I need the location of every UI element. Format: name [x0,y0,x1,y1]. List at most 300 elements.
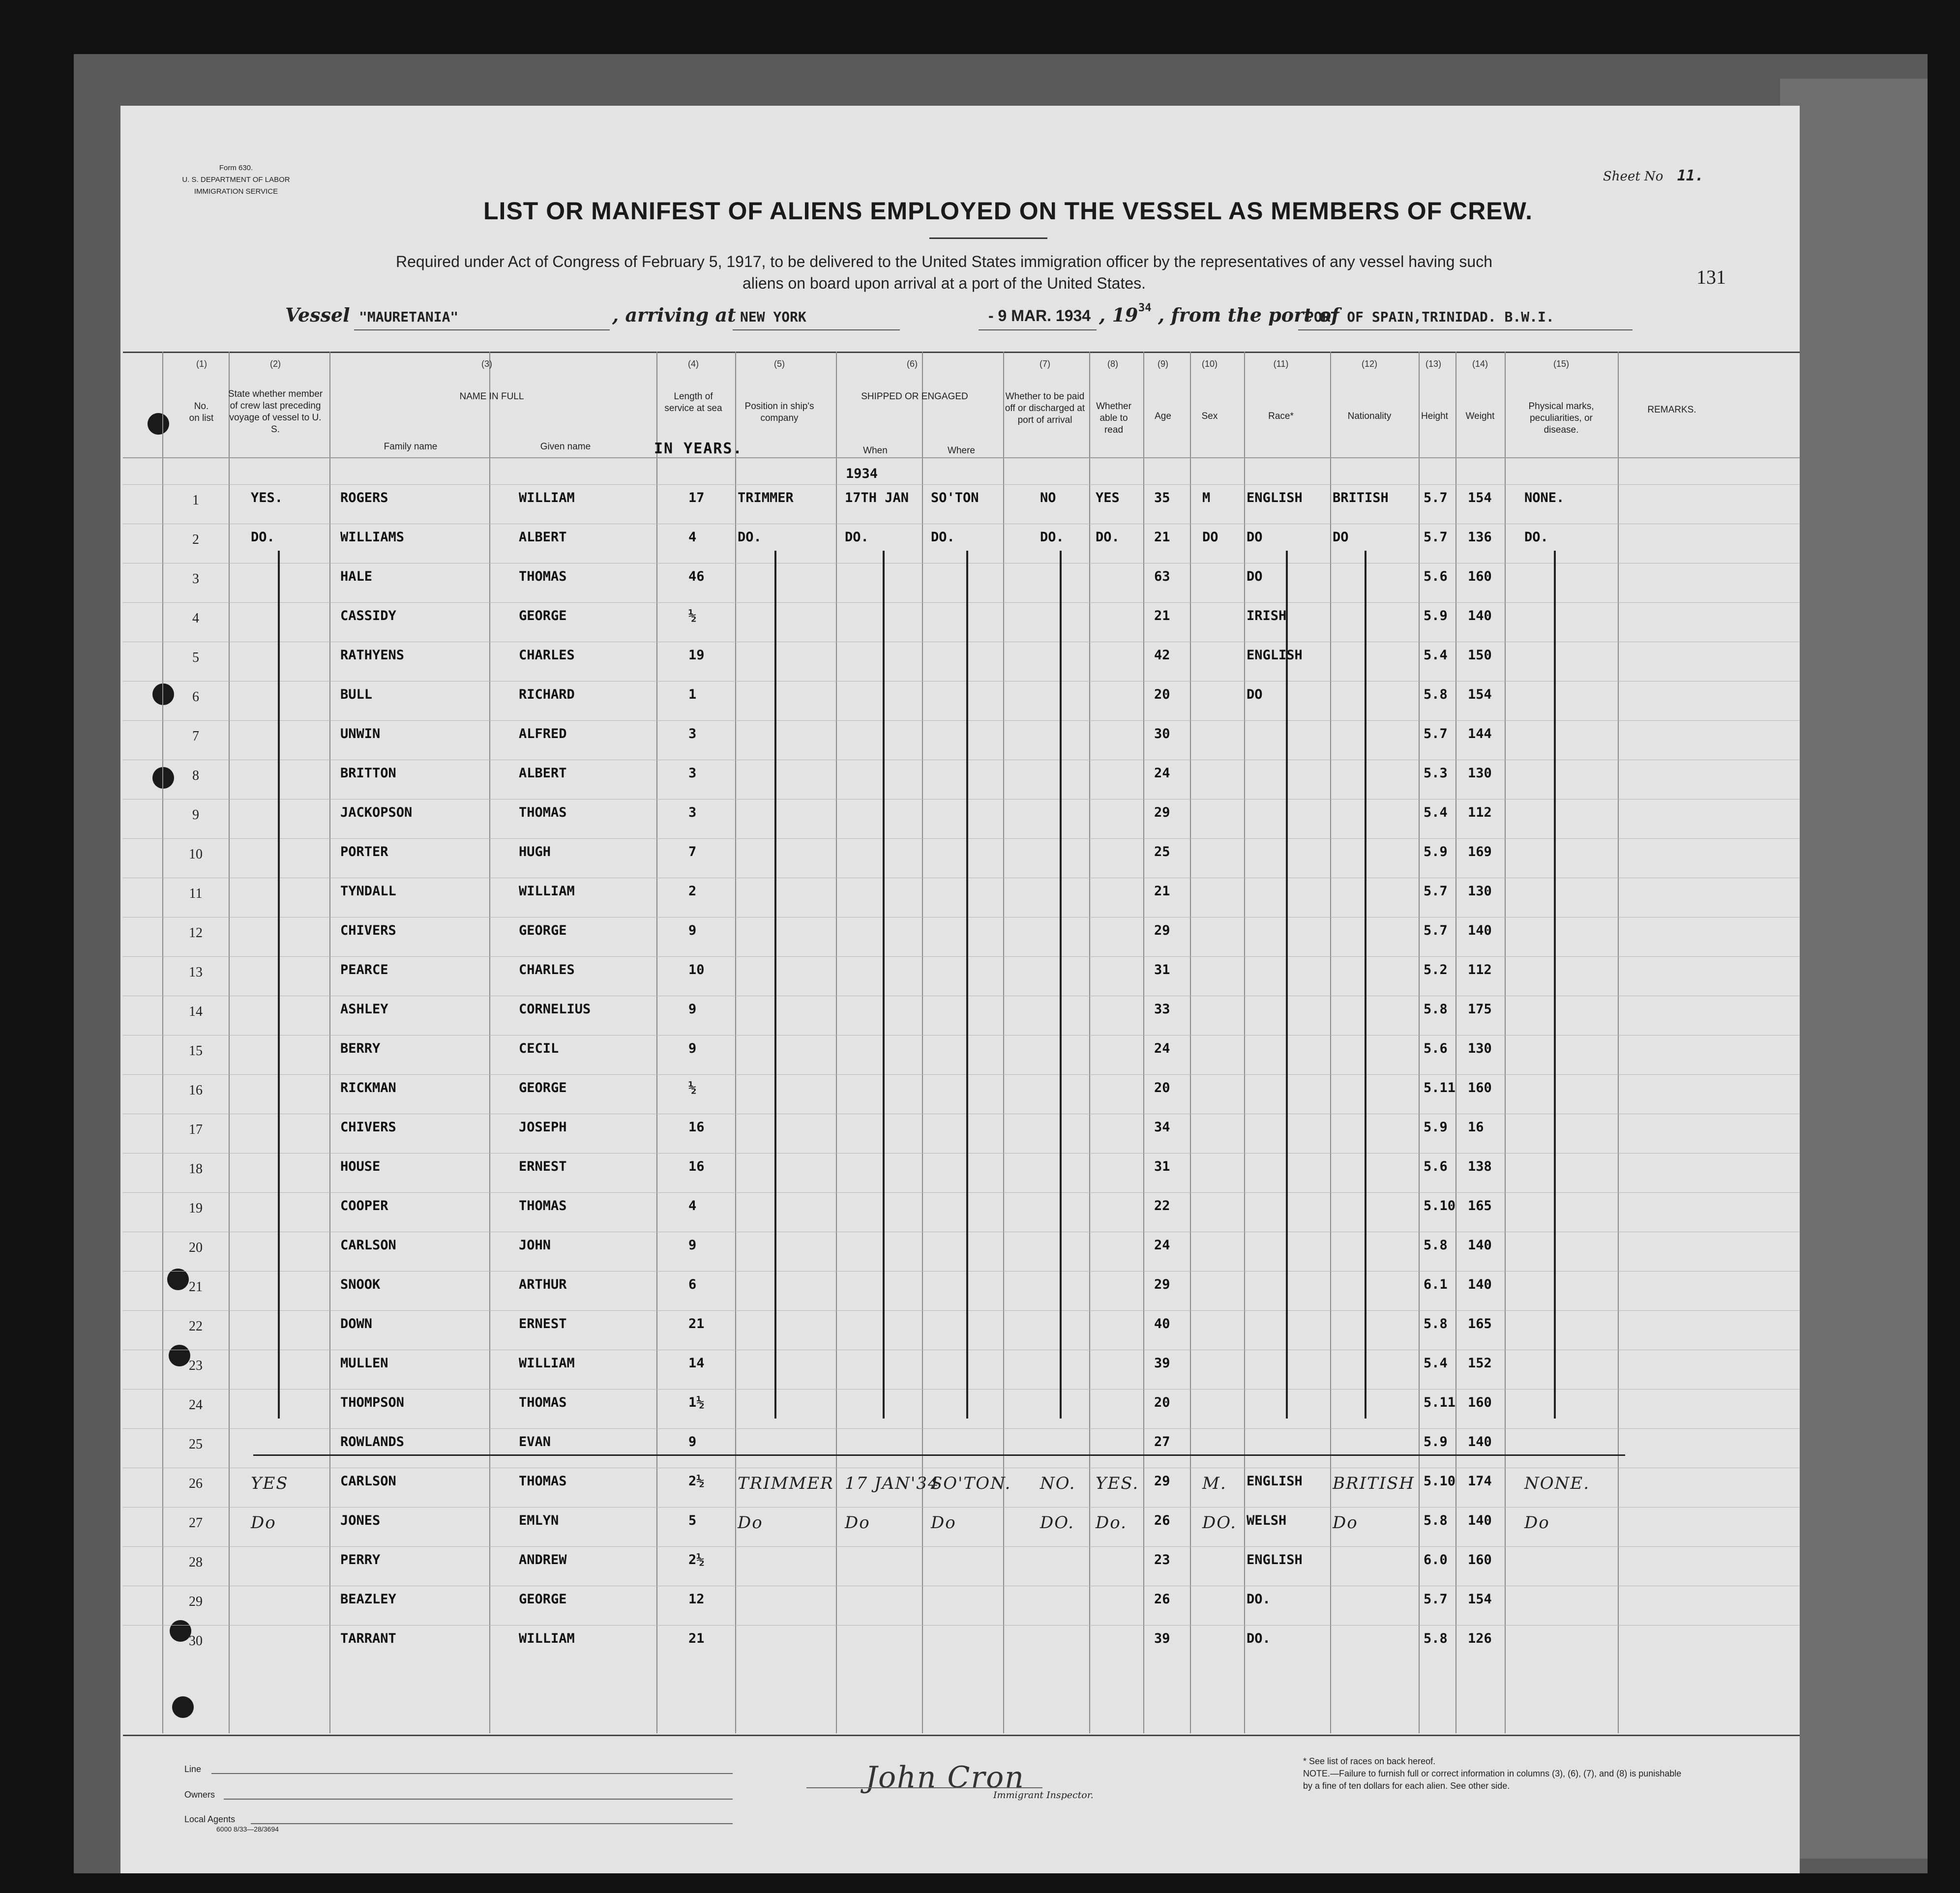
row-15-given: CECIL [519,1041,559,1056]
row-11-given: WILLIAM [519,884,575,899]
ditto-mark-line [966,551,968,1419]
row-4-no: 4 [192,611,199,626]
row-17-given: JOSEPH [519,1120,567,1135]
line-rule [211,1773,733,1774]
row-23-service: 14 [688,1356,705,1371]
row1-year: 1934 [846,466,878,481]
row-5-family: RATHYENS [340,648,405,663]
row-28-weight: 160 [1468,1552,1492,1568]
row-28-no: 28 [189,1555,203,1570]
row-30-service: 21 [688,1631,705,1646]
row-12-no: 12 [189,925,203,941]
row-9-weight: 112 [1468,805,1492,820]
row-25-family: ROWLANDS [340,1434,405,1449]
grid-row-line [123,1192,1800,1193]
row-6-service: 1 [688,687,697,702]
row-9-height: 5.4 [1424,805,1448,820]
row-14-given: CORNELIUS [519,1002,591,1017]
row-23-given: WILLIAM [519,1356,575,1371]
row-17-no: 17 [189,1122,203,1137]
row-27-position: Do [738,1513,763,1533]
row-7-given: ALFRED [519,726,567,741]
row-3-no: 3 [192,571,199,587]
row-12-service: 9 [688,923,697,938]
grid-row-line [123,720,1800,721]
owners-label: Owners [184,1790,215,1800]
row-6-weight: 154 [1468,687,1492,702]
col-num-3: (3) [481,359,492,369]
row-23-family: MULLEN [340,1356,388,1371]
grid-column-line [922,352,923,1733]
row-9-service: 3 [688,805,697,820]
row-26-paid: NO. [1040,1474,1076,1493]
row-3-age: 63 [1154,569,1170,584]
col-header-shipped: SHIPPED OR ENGAGED [861,391,968,402]
row-2-prev: DO. [251,530,275,545]
row-17-height: 5.9 [1424,1120,1448,1135]
row-5-service: 19 [688,648,705,663]
row-6-height: 5.8 [1424,687,1448,702]
row-2-given: ALBERT [519,530,567,545]
row-10-service: 7 [688,844,697,859]
row-9-family: JACKOPSON [340,805,413,820]
row-1-paid: NO [1040,490,1056,505]
ditto-mark-line [1554,551,1556,1419]
row-11-service: 2 [688,884,697,899]
row-10-height: 5.9 [1424,844,1448,859]
row-13-height: 5.2 [1424,962,1448,977]
row-28-family: PERRY [340,1552,381,1568]
row-8-given: ALBERT [519,766,567,781]
row-24-weight: 160 [1468,1395,1492,1410]
row-12-family: CHIVERS [340,923,396,938]
row-13-no: 13 [189,965,203,980]
col-header-where: Where [948,445,975,456]
grid-column-line [1143,352,1144,1733]
row-26-nat: BRITISH [1333,1474,1415,1493]
row-29-weight: 154 [1468,1592,1492,1607]
page-title: LIST OR MANIFEST OF ALIENS EMPLOYED ON THE VESSEL AS MEMBERS OF CREW. [483,197,1533,225]
row-27-age: 26 [1154,1513,1170,1528]
print-code: 6000 8/33—28/3694 [216,1825,279,1833]
department: U. S. DEPARTMENT OF LABOR [182,176,290,184]
row-29-height: 5.7 [1424,1592,1448,1607]
grid-row-line [123,484,1800,485]
grid-column-line [329,352,330,1733]
ditto-mark-line [883,551,885,1419]
row-28-height: 6.0 [1424,1552,1448,1568]
row-3-weight: 160 [1468,569,1492,584]
row-22-age: 40 [1154,1316,1170,1331]
form-number: Form 630. [219,164,253,172]
row-12-given: GEORGE [519,923,567,938]
row-3-height: 5.6 [1424,569,1448,584]
row-18-given: ERNEST [519,1159,567,1174]
row-26-when: 17 JAN'34 [845,1474,940,1493]
row-9-age: 29 [1154,805,1170,820]
sheet-value: 11. [1677,167,1704,184]
background-sheet-edge [1780,79,1928,1859]
row-7-height: 5.7 [1424,726,1448,741]
row-24-no: 24 [189,1397,203,1413]
row-16-no: 16 [189,1083,203,1098]
row-21-height: 6.1 [1424,1277,1448,1292]
row-8-weight: 130 [1468,766,1492,781]
row-27-where: Do [931,1513,956,1533]
row-29-service: 12 [688,1592,705,1607]
row-26-marks: NONE. [1524,1474,1590,1493]
row-25-age: 27 [1154,1434,1170,1449]
grid-column-line [489,352,490,1733]
row-29-given: GEORGE [519,1592,567,1607]
row-20-weight: 140 [1468,1238,1492,1253]
grid-row-line [123,1153,1800,1154]
row-17-weight: 16 [1468,1120,1484,1135]
row-11-no: 11 [189,886,203,901]
row-16-service: ½ [688,1080,697,1095]
row-18-family: HOUSE [340,1159,381,1174]
row-30-height: 5.8 [1424,1631,1448,1646]
ditto-mark-line [278,551,280,1419]
vessel-name: "MAURETANIA" [359,309,459,325]
row-23-height: 5.4 [1424,1356,1448,1371]
row-27-weight: 140 [1468,1513,1492,1528]
grid-row-line [123,1389,1800,1390]
col-num-15: (15) [1553,359,1569,369]
row-27-read: Do. [1096,1513,1127,1533]
col-num-6: (6) [907,359,918,369]
footnote-races: * See list of races on back hereof. [1303,1756,1436,1766]
row-7-age: 30 [1154,726,1170,741]
row-30-family: TARRANT [340,1631,396,1646]
row-17-family: CHIVERS [340,1120,396,1135]
grid-column-line [656,352,657,1733]
row-20-height: 5.8 [1424,1238,1448,1253]
row-29-age: 26 [1154,1592,1170,1607]
from-underline [1298,329,1633,330]
row-5-weight: 150 [1468,648,1492,663]
row-10-age: 25 [1154,844,1170,859]
row-3-service: 46 [688,569,705,584]
col-num-12: (12) [1361,359,1377,369]
ditto-mark-line [1060,551,1062,1419]
row-12-height: 5.7 [1424,923,1448,938]
col-header-family-name: Family name [384,442,438,452]
row-2-position: DO. [738,530,762,545]
row-21-family: SNOOK [340,1277,381,1292]
ditto-mark-line [1365,551,1366,1419]
grid-row-line [123,1310,1800,1311]
col-header-age: Age [1155,411,1171,421]
grid-row-line [123,602,1800,603]
row-1-read: YES [1096,490,1120,505]
row-25-height: 5.9 [1424,1434,1448,1449]
row-1-position: TRIMMER [738,490,794,505]
owners-rule [224,1799,733,1800]
col-header-paid-off: Whether to be paid off or discharged at port of arrival [1005,391,1085,425]
date-stamp: - 9 MAR. 1934 [988,307,1091,325]
row-25-service: 9 [688,1434,697,1449]
row-1-height: 5.7 [1424,490,1448,505]
row-6-race: DO [1247,687,1263,702]
row-4-race: IRISH [1247,608,1287,623]
from-port: PORT OF SPAIN,TRINIDAD. B.W.I. [1306,309,1554,325]
row-13-service: 10 [688,962,705,977]
grid-column-line [229,352,230,1733]
agents-rule [251,1823,733,1824]
row-19-family: COOPER [340,1198,388,1213]
row-4-height: 5.9 [1424,608,1448,623]
row-8-family: BRITTON [340,766,396,781]
row-26-where: SO'TON. [931,1474,1011,1493]
row-5-height: 5.4 [1424,648,1448,663]
row-1-marks: NONE. [1524,490,1565,505]
col-header-nationality: Nationality [1347,411,1392,421]
grid-row-line [123,1507,1800,1508]
row-15-height: 5.6 [1424,1041,1448,1056]
row-1-given: WILLIAM [519,490,575,505]
row-20-age: 24 [1154,1238,1170,1253]
row-15-no: 15 [189,1043,203,1059]
row-29-no: 29 [189,1594,203,1609]
row-29-race: DO. [1247,1592,1271,1607]
row-14-service: 9 [688,1002,697,1017]
row-1-age: 35 [1154,490,1170,505]
row-19-service: 4 [688,1198,697,1213]
year-suffix: 34 [1138,302,1152,314]
row-22-family: DOWN [340,1316,373,1331]
row-10-family: PORTER [340,844,388,859]
row-15-weight: 130 [1468,1041,1492,1056]
row-28-given: ANDREW [519,1552,567,1568]
arriving-port: NEW YORK [740,309,806,325]
row-13-given: CHARLES [519,962,575,977]
row-7-weight: 144 [1468,726,1492,741]
col-header-position: Position in ship's company [744,401,814,423]
row-10-given: HUGH [519,844,551,859]
row-17-age: 34 [1154,1120,1170,1135]
row-24-service: 1½ [688,1395,705,1410]
row-14-height: 5.8 [1424,1002,1448,1017]
row-10-weight: 169 [1468,844,1492,859]
ditto-mark-line [1286,551,1288,1419]
service-units: IN YEARS. [654,440,743,457]
row-30-race: DO. [1247,1631,1271,1646]
row-5-no: 5 [192,650,199,665]
subtitle [275,251,1613,294]
col-num-2: (2) [270,359,281,369]
row-21-service: 6 [688,1277,697,1292]
row-2-no: 2 [192,532,199,547]
row-20-service: 9 [688,1238,697,1253]
row-11-family: TYNDALL [340,884,396,899]
row-27-race: WELSH [1247,1513,1287,1528]
col-header-read: Whether able to read [1096,401,1131,435]
row-1-family: ROGERS [340,490,388,505]
row-4-family: CASSIDY [340,608,396,623]
row-26-weight: 174 [1468,1474,1492,1489]
inspector-signature: John Cron [865,1760,1025,1795]
row-2-weight: 136 [1468,530,1492,545]
row-1-weight: 154 [1468,490,1492,505]
row-27-prev: Do [251,1513,276,1533]
row-12-age: 29 [1154,923,1170,938]
row-26-prev: YES [251,1474,289,1493]
row-2-paid: DO. [1040,530,1064,545]
row-4-given: GEORGE [519,608,567,623]
row-5-race: ENGLISH [1247,648,1303,663]
row-15-age: 24 [1154,1041,1170,1056]
row-27-paid: DO. [1040,1513,1074,1533]
row-8-height: 5.3 [1424,766,1448,781]
row-1-when: 17TH JAN [845,490,909,505]
row-30-weight: 126 [1468,1631,1492,1646]
row-28-race: ENGLISH [1247,1552,1303,1568]
row-22-height: 5.8 [1424,1316,1448,1331]
grid-header-line [123,457,1800,458]
group-divider-line [253,1454,1625,1456]
row-27-service: 5 [688,1513,697,1528]
grid-row-line [123,1074,1800,1075]
page-stamp-number: 131 [1696,266,1726,288]
row-1-nat: BRITISH [1333,490,1389,505]
row-21-no: 21 [189,1279,203,1295]
arriving-underline [733,329,900,330]
local-agents-label: Local Agents [184,1814,236,1824]
row-1-no: 1 [192,493,199,508]
row-18-weight: 138 [1468,1159,1492,1174]
vessel-line [285,304,1642,331]
col-header-sex: Sex [1201,411,1218,421]
year-prefix: , 19 [1099,304,1138,326]
row-22-no: 22 [189,1319,203,1334]
row-16-weight: 160 [1468,1080,1492,1095]
row-30-no: 30 [189,1633,203,1649]
row-27-family: JONES [340,1513,381,1528]
row-11-age: 21 [1154,884,1170,899]
row-19-height: 5.10 [1424,1198,1456,1213]
row-27-given: EMLYN [519,1513,559,1528]
row-17-service: 16 [688,1120,705,1135]
row-19-given: THOMAS [519,1198,567,1213]
grid-column-line [836,352,837,1733]
row-25-no: 25 [189,1437,203,1452]
row-30-given: WILLIAM [519,1631,575,1646]
row-26-race: ENGLISH [1247,1474,1303,1489]
col-header-race: Race* [1268,411,1294,421]
col-header-remarks: REMARKS. [1647,405,1696,415]
row-20-given: JOHN [519,1238,551,1253]
col-header-no: No. on list [189,401,214,423]
row-16-given: GEORGE [519,1080,567,1095]
col-header-name: NAME IN FULL [459,391,524,402]
row-14-no: 14 [189,1004,203,1019]
row-21-age: 29 [1154,1277,1170,1292]
row-2-age: 21 [1154,530,1170,545]
row-15-family: BERRY [340,1041,381,1056]
grid-column-line [1330,352,1331,1733]
row-7-family: UNWIN [340,726,381,741]
col-num-1: (1) [196,359,207,369]
grid-row-line [123,838,1800,839]
row-6-no: 6 [192,689,199,705]
row-4-service: ½ [688,608,697,623]
row-22-service: 21 [688,1316,705,1331]
col-num-7: (7) [1039,359,1050,369]
line-label: Line [184,1764,202,1774]
row-14-family: ASHLEY [340,1002,388,1017]
col-header-service: Length of service at sea [664,391,722,414]
col-header-weight: Weight [1465,411,1495,421]
form-info [148,162,325,198]
row-16-family: RICKMAN [340,1080,396,1095]
row-7-service: 3 [688,726,697,741]
ditto-mark-line [774,551,776,1419]
vessel-underline [354,329,610,330]
row-2-where: DO. [931,530,955,545]
col-header-height: Height [1421,411,1448,421]
row-18-service: 16 [688,1159,705,1174]
row-2-read: DO. [1096,530,1120,545]
subtitle-line-1: Required under Act of Congress of February 5, 1917, to be delivered to the United States immigration officer by the representatives of any vessel having such [396,253,1492,270]
col-header-when: When [863,445,888,456]
row-2-marks: DO. [1524,530,1548,545]
grid-column-line [162,352,163,1733]
inspector-rule [806,1787,1042,1788]
row-28-service: 2½ [688,1552,705,1568]
row-5-age: 42 [1154,648,1170,663]
col-num-9: (9) [1158,359,1168,369]
row-11-height: 5.7 [1424,884,1448,899]
row-26-given: THOMAS [519,1474,567,1489]
row-24-family: THOMPSON [340,1395,405,1410]
row-1-prev: YES. [251,490,283,505]
grid-row-line [123,1546,1800,1547]
row-1-service: 17 [688,490,705,505]
row-8-service: 3 [688,766,697,781]
grid-column-line [1505,352,1506,1733]
row-23-no: 23 [189,1358,203,1373]
grid-column-line [1618,352,1619,1733]
row-18-height: 5.6 [1424,1159,1448,1174]
row-18-age: 31 [1154,1159,1170,1174]
row-4-weight: 140 [1468,608,1492,623]
col-num-5: (5) [774,359,785,369]
row-2-family: WILLIAMS [340,530,405,545]
row-2-nat: DO [1333,530,1349,545]
col-num-13: (13) [1425,359,1441,369]
row-24-given: THOMAS [519,1395,567,1410]
row-2-sex: DO [1202,530,1218,545]
row-15-service: 9 [688,1041,697,1056]
row-2-height: 5.7 [1424,530,1448,545]
arriving-label: , arriving at [612,304,736,326]
row-12-weight: 140 [1468,923,1492,938]
row-27-nat: Do [1333,1513,1358,1533]
inspector-label: Immigrant Inspector. [993,1790,1094,1801]
row-11-weight: 130 [1468,884,1492,899]
row-9-given: THOMAS [519,805,567,820]
row-24-age: 20 [1154,1395,1170,1410]
row-26-sex: M. [1202,1474,1227,1493]
date-underline [979,329,1097,330]
row-26-no: 26 [189,1476,203,1491]
row-6-given: RICHARD [519,687,575,702]
row-22-weight: 165 [1468,1316,1492,1331]
grid-column-line [1190,352,1191,1733]
grid-row-line [123,1625,1800,1626]
row-13-family: PEARCE [340,962,388,977]
